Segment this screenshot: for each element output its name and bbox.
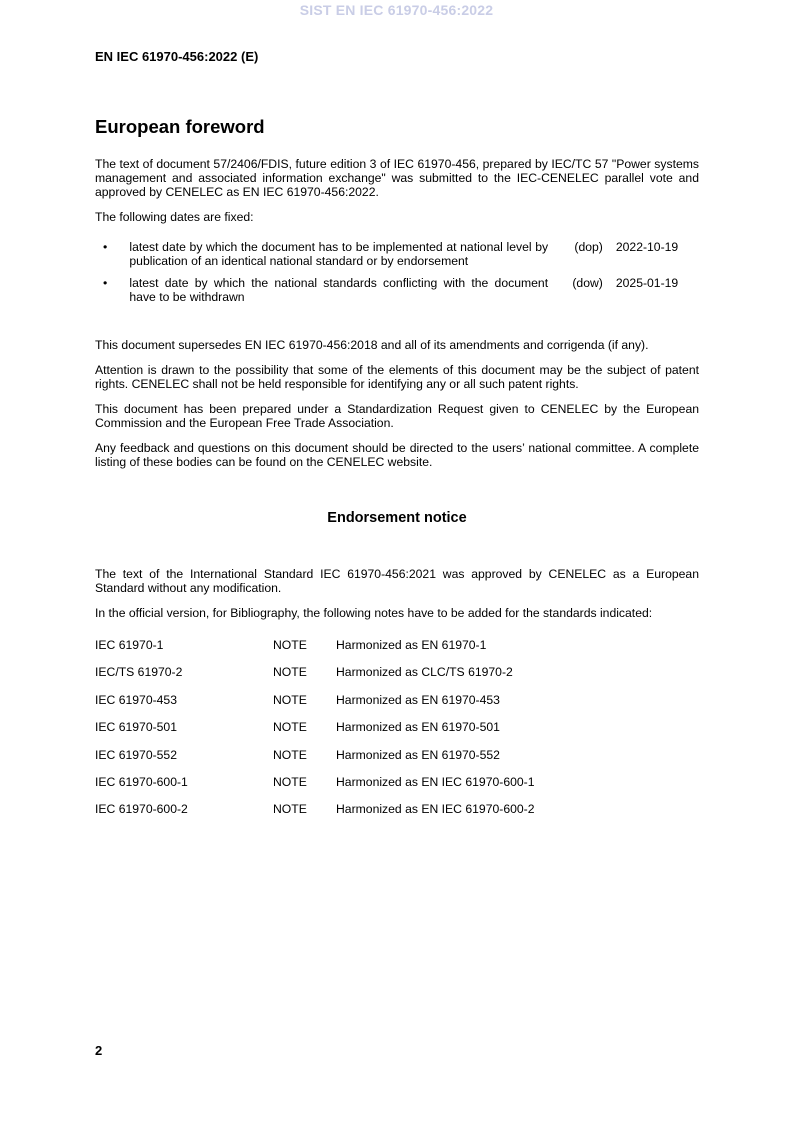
watermark: SIST EN IEC 61970-456:2022 (299, 2, 494, 18)
note-standard: IEC/TS 61970-2 (95, 665, 183, 680)
date-value: 2025-01-19 (615, 276, 679, 290)
bullet: • (103, 276, 108, 290)
date-code: (dop) (574, 240, 603, 254)
standardization-request-paragraph: This document has been prepared under a Standardization Request given to CENELEC by the European Commission and the European Free Trade Association. (95, 402, 699, 430)
note-row (95, 748, 699, 775)
endorsement-paragraph: The text of the International Standard IEC 61970-456:2021 was approved by CENELEC as a European Standard without any modification. (95, 567, 699, 595)
date-description: latest date by which the national standards conflicting with the document have to be withdrawn (129, 276, 549, 304)
note-standard: IEC 61970-1 (95, 638, 164, 652)
note-row (95, 775, 699, 802)
note-label: NOTE (273, 638, 307, 652)
foreword-title: European foreword (95, 116, 265, 137)
note-row (95, 665, 699, 692)
note-text: Harmonized as EN 61970-501 (336, 720, 500, 735)
foreword-intro: The text of document 57/2406/FDIS, future edition 3 of IEC 61970-456, prepared by IEC/TC 57 "Power systems management and associated information exchange" was submitted to the IEC-CENELEC parallel vote and approved by CENELEC as EN IEC 61970-456:2022. (95, 157, 699, 199)
note-standard: IEC 61970-552 (95, 747, 177, 762)
page-content (95, 116, 699, 830)
feedback-paragraph: Any feedback and questions on this document should be directed to the users’ national committee. A complete listing of these bodies can be found on the CENELEC website. (95, 441, 699, 469)
note-text: Harmonized as EN 61970-1 (336, 638, 487, 652)
note-standard: IEC 61970-453 (95, 692, 177, 707)
note-standard: IEC 61970-600-2 (95, 802, 188, 817)
note-text: Harmonized as EN IEC 61970-600-2 (336, 802, 535, 817)
page-number: 2 (95, 1043, 103, 1058)
note-text: Harmonized as EN 61970-552 (336, 747, 500, 762)
endorsement-title: Endorsement notice (327, 510, 467, 526)
date-row-dow (95, 276, 699, 304)
bullet: • (103, 240, 108, 254)
date-value: 2022-10-19 (615, 240, 679, 254)
note-standard: IEC 61970-501 (95, 720, 177, 735)
note-label: NOTE (273, 802, 307, 817)
note-row (95, 638, 699, 665)
note-label: NOTE (273, 665, 307, 680)
date-description: latest date by which the document has to be implemented at national level by publication of an identical national standard or by endorsement (129, 240, 549, 268)
supersedes-paragraph: This document supersedes EN IEC 61970-456:2018 and all of its amendments and corrigenda (if any). (95, 338, 649, 352)
note-row (95, 802, 699, 829)
date-code: (dow) (572, 276, 603, 290)
note-label: NOTE (273, 720, 307, 735)
note-text: Harmonized as CLC/TS 61970-2 (336, 665, 513, 680)
document-id: EN IEC 61970-456:2022 (E) (95, 49, 259, 64)
dates-list (95, 240, 699, 304)
note-text: Harmonized as EN 61970-453 (336, 692, 500, 707)
note-row (95, 693, 699, 720)
dates-intro: The following dates are fixed: (95, 210, 254, 224)
date-row-dop (95, 240, 699, 268)
note-standard: IEC 61970-600-1 (95, 774, 188, 789)
note-row (95, 720, 699, 747)
note-label: NOTE (273, 692, 307, 707)
note-label: NOTE (273, 747, 307, 762)
notes-list (95, 638, 699, 830)
patent-paragraph: Attention is drawn to the possibility that some of the elements of this document may be the subject of patent rights. CENELEC shall not be held responsible for identifying any or all such patent rights. (95, 363, 699, 391)
note-text: Harmonized as EN IEC 61970-600-1 (336, 774, 535, 789)
note-label: NOTE (273, 774, 307, 789)
bibliography-paragraph: In the official version, for Bibliography, the following notes have to be added for the standards indicated: (95, 606, 653, 620)
